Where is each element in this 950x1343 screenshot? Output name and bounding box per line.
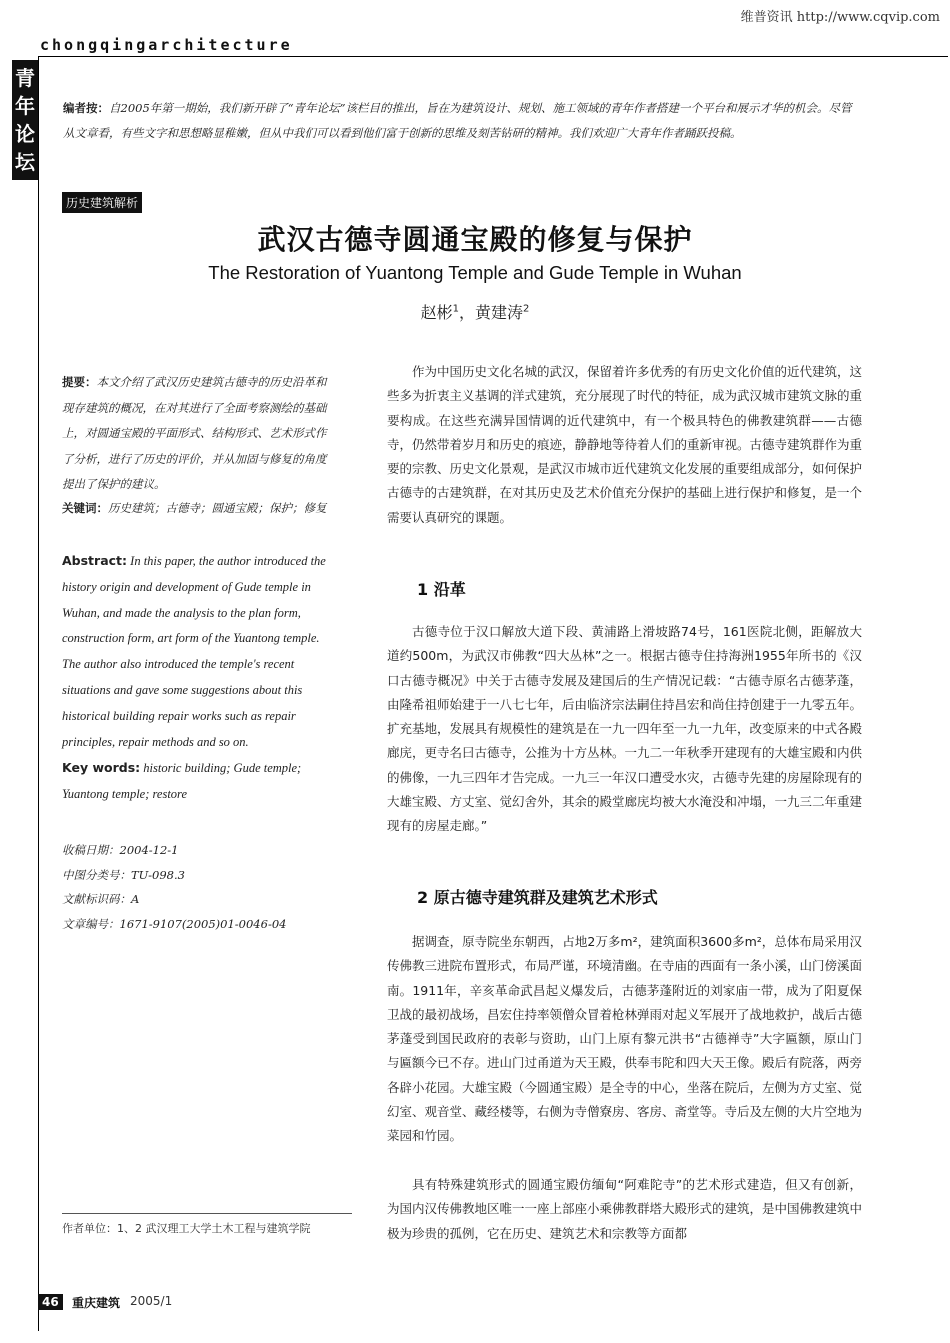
abstract-en-label: Abstract: bbox=[62, 553, 128, 568]
journal-name: 重庆建筑 bbox=[72, 1296, 121, 1310]
article-title-cn: 武汉古德寺圆通宝殿的修复与保护 bbox=[257, 223, 693, 256]
section-heading-history: 1 沿革 bbox=[417, 580, 466, 599]
column-tab-char: 青 bbox=[15, 66, 35, 90]
document-code: 文献标识码：A bbox=[62, 892, 140, 906]
author-note-mark: 1 bbox=[452, 303, 459, 315]
history-paragraph: 古德寺位于汉口解放大道下段、黄浦路上滑坡路74号，161医院北侧，距解放大道约500m，为武汉市佛教“四大丛林”之一。根据古德寺住持海洲1955年所书的《汉口古德寺概况》中关于古德寺发展及建国后的生产情况记载：“古德寺原名古德茅蓬，由隆希祖师始建于一八七七年，后由临济宗法嗣住持昌宏和尚住持创建于一九零五年。扩充基地，发展具有规模性的建筑是在一九一四年至一九一九年，改变原来的中式各殿廊庑，更寺名曰古德寺，公推为十方丛林。一九二一年秋季开建现有的大雄宝殿和内供的佛像，一九三四年才告完成。一九三一年汉口遭受水灾，古德寺先建的房屋除现有的大雄宝殿、方丈室、觉幻舍外，其余的殿堂廊庑均被大水淹没和冲塌，一九三二年重建现有的房屋走廊。” bbox=[387, 624, 863, 834]
section-heading-architecture: 2 原古德寺建筑群及建筑艺术形式 bbox=[417, 888, 658, 907]
journal-issue: 2005/1 bbox=[130, 1294, 173, 1308]
page-number: 46 bbox=[38, 1294, 63, 1310]
watermark: 维普资讯 http://www.cqvip.com bbox=[740, 10, 940, 25]
keywords-cn-text: 历史建筑；古德寺；圆通宝殿；保护；修复 bbox=[108, 501, 327, 515]
column-tab-char: 年 bbox=[15, 94, 35, 118]
author-note-mark: 2 bbox=[523, 303, 530, 315]
clc-number: 中图分类号：TU-098.3 bbox=[62, 867, 185, 882]
top-rule bbox=[38, 56, 948, 57]
article-title-en: The Restoration of Yuantong Temple and Gude Temple in Wuhan bbox=[208, 262, 742, 283]
journal-wordmark: chongqingarchitecture bbox=[40, 36, 293, 54]
column-tab bbox=[12, 60, 38, 180]
architecture-paragraph: 据调查，原寺院坐东朝西，占地2万多m²，建筑面积3600多m²，总体布局采用汉传佛教三进院布置形式，布局严谨，环境清幽。在寺庙的西面有一条小溪，山门傍溪面南。1911年，辛亥革命武昌起义爆发后，古德茅蓬附近的刘家庙一带，成为了阳夏保卫战的最初战场，昌宏住持率领僧众冒着枪林弹雨对起义军展开了战地救护，战后古德茅蓬受到国民政府的表彰与资助，山门上原有黎元洪书“古德禅寺”大字匾额，原山门与匾额今已不存。进山门过甬道为天王殿，供奉韦陀和四大天王像。殿后有院落，两旁各辟小花园。大雄宝殿（今圆通宝殿）是全寺的中心，坐落在院后，左侧为方丈室、觉幻室、观音堂、藏经楼等，右侧为寺僧寮房、客房、斋堂等。寺后及左侧的大片空地为菜园和竹园。 bbox=[387, 934, 863, 1144]
abstract-en bbox=[62, 548, 332, 755]
received-date: 收稿日期：2004-12-1 bbox=[62, 843, 179, 857]
intro-paragraph: 作为中国历史文化名城的武汉，保留着许多优秀的有历史文化价值的近代建筑，这些多为折衷主义基调的洋式建筑，充分展现了时代的特征，成为武汉城市建筑文脉的重要构成。在这些充满异国情调的近代建筑中，有一个极具特色的佛教建筑群——古德寺，仍然带着岁月和历史的痕迹，静静地等待着人们的重新审视。古德寺建筑群作为重要的宗教、历史文化景观，是武汉市城市近代建筑文化发展的重要组成部分，如何保护古德寺的古建筑群，在对其历史及艺术价值充分保护的基础上进行保护和修复，是一个需要认真研究的课题。 bbox=[387, 364, 863, 525]
editor-note bbox=[63, 96, 863, 146]
abstract-cn bbox=[62, 370, 332, 498]
author-separator: ， bbox=[458, 303, 475, 322]
column-tab-char: 论 bbox=[15, 122, 35, 146]
keywords-en bbox=[62, 755, 332, 808]
author-name: 赵彬 bbox=[420, 303, 453, 322]
keywords-en-text: historic building; Gude temple; Yuantong temple; restore bbox=[62, 761, 302, 801]
affiliation-rule bbox=[62, 1213, 352, 1214]
keywords-en-label: Key words: bbox=[62, 760, 141, 775]
article-meta bbox=[62, 838, 286, 936]
authors bbox=[0, 300, 950, 323]
editor-note-label: 编者按： bbox=[63, 101, 109, 115]
author-affiliation: 作者单位：1、2 武汉理工大学土木工程与建筑学院 bbox=[62, 1222, 311, 1235]
section-tag: 历史建筑解析 bbox=[62, 192, 142, 213]
keywords-cn bbox=[62, 496, 332, 522]
abstract-cn-text: 本文介绍了武汉历史建筑古德寺的历史沿革和现存建筑的概况，在对其进行了全面考察测绘的基础上，对圆通宝殿的平面形式、结构形式、艺术形式作了分析，进行了历史的评价，并从加固与修复的角度提出了保护的建议。 bbox=[62, 375, 327, 491]
yuantong-paragraph: 具有特殊建筑形式的圆通宝殿仿缅甸“阿难陀寺”的艺术形式建造，但又有创新，为国内汉传佛教地区唯一一座上部座小乘佛教群塔大殿形式的建筑，是中国佛教建筑中极为珍贵的孤例，它在历史、建筑艺术和宗教等方面都 bbox=[387, 1177, 863, 1241]
abstract-en-text: In this paper, the author introduced the history origin and development of Gude temple in Wuhan, and made the analysis to the plan form, construction form, art form of the Yuantong temple. The author also introduced the temple's recent situations and gave some suggestions about this historical building repair works such as repair principles, repair methods and so on. bbox=[62, 554, 326, 749]
editor-note-text: 自2005年第一期始，我们新开辟了“青年论坛”该栏目的推出，旨在为建筑设计、规划、施工领域的青年作者搭建一个平台和展示才华的机会。尽管从文章看，有些文字和思想略显稚嫩，但从中我们可以看到他们富于创新的思维及刻苦钻研的精神。我们欢迎广大青年作者踊跃投稿。 bbox=[63, 101, 852, 140]
keywords-cn-label: 关键词： bbox=[62, 501, 108, 515]
author-name: 黄建涛 bbox=[475, 303, 524, 322]
article-number: 文章编号：1671-9107(2005)01-0046-04 bbox=[62, 916, 287, 931]
abstract-cn-label: 提要： bbox=[62, 375, 97, 389]
column-tab-char: 坛 bbox=[15, 150, 35, 174]
